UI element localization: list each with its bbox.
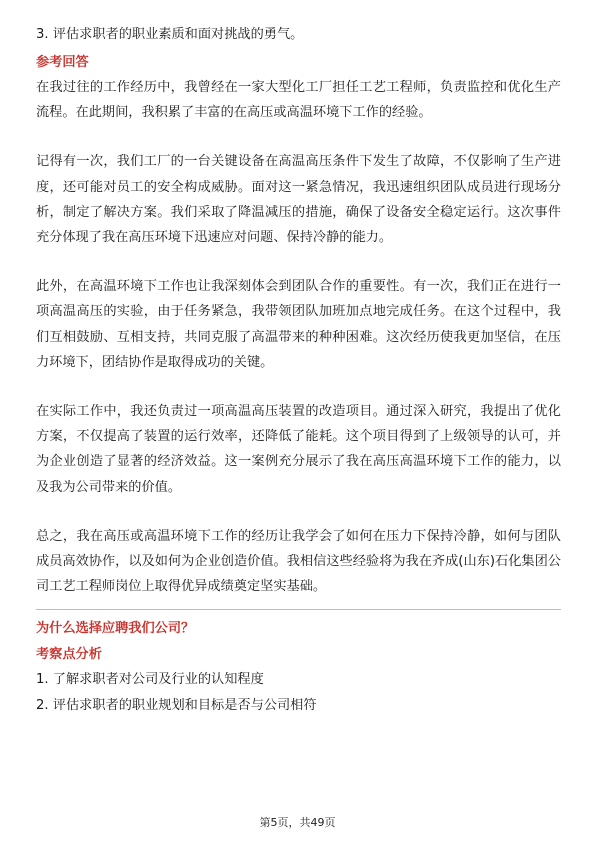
answer-paragraph-2: 记得有一次，我们工厂的一台关键设备在高温高压条件下发生了故障，不仅影响了生产进度，还可能对员工的安全构成威胁。面对这一紧急情况，我迅速组织团队成员进行现场分析，制定了解决方案。我们采取了降温减压的措施，确保了设备安全稳定运行。这次事件充分体现了我在高压环境下迅速应对问题、保持冷静的能力。 xyxy=(36,154,561,246)
answer-heading: 参考回答 xyxy=(36,55,89,70)
page-number: 第5页，共49页 xyxy=(259,816,336,829)
section-divider xyxy=(36,609,561,610)
analysis-item-2: 2. 评估求职者的职业规划和目标是否与公司相符 xyxy=(36,698,317,714)
answer-paragraph-3: 此外，在高温环境下工作也让我深刻体会到团队合作的重要性。有一次，我们正在进行一项高温高压的实验，由于任务紧急，我带领团队加班加点地完成任务。在这个过程中，我们互相鼓励、互相支持，共同克服了高温带来的种种困难。这次经历使我更加坚信，在压力环境下，团结协作是取得成功的关键。 xyxy=(36,279,561,370)
question-heading: 为什么选择应聘我们公司？ xyxy=(36,621,195,637)
answer-paragraph-1: 在我过往的工作经历中，我曾经在一家大型化工厂担任工艺工程师，负责监控和优化生产流程。在此期间，我积累了丰富的在高压或高温环境下工作的经验。 xyxy=(36,80,561,121)
answer-paragraph-4: 在实际工作中，我还负责过一项高温高压装置的改造项目。通过深入研究，我提出了优化方案，不仅提高了装置的运行效率，还降低了能耗。这个项目得到了上级领导的认可，并为企业创造了显著的经济效益。这一案例充分展示了我在高压高温环境下工作的能力，以及我为公司带来的价值。 xyxy=(36,404,561,495)
answer-paragraph-5: 总之，我在高压或高温环境下工作的经历让我学会了如何在压力下保持冷静，如何与团队成员高效协作，以及如何为企业创造价值。我相信这些经验将为我在齐成(山东)石化集团公司工艺工程师岗位上取得优异成绩奠定坚实基础。 xyxy=(36,528,561,595)
analysis-item-1: 1. 了解求职者对公司及行业的认知程度 xyxy=(36,672,264,688)
page-content xyxy=(36,22,561,719)
list-item-3: 3. 评估求职者的职业素质和面对挑战的勇气。 xyxy=(36,27,304,42)
analysis-heading: 考察点分析 xyxy=(36,647,102,663)
